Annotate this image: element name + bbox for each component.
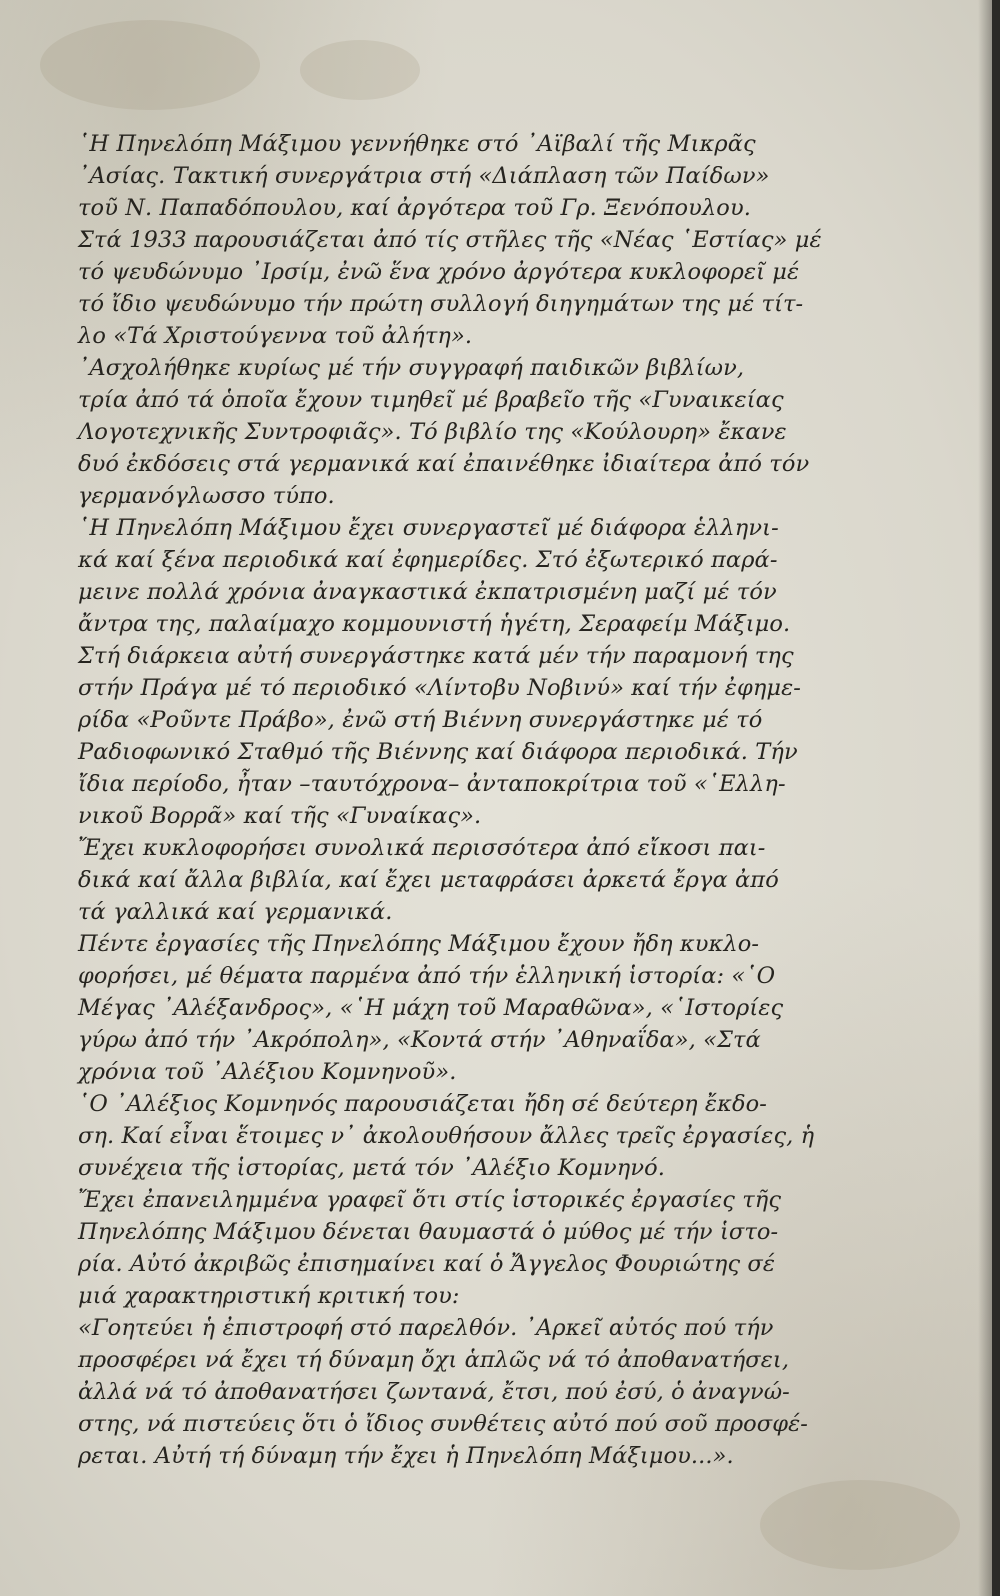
text-line: ἴδια περίοδο, ἦταν –ταυτόχρονα– ἀνταποκρίτρια τοῦ «῾Ελλη- xyxy=(78,771,786,797)
text-line: γύρω ἀπό τήν ᾽Ακρόπολη», «Κοντά στήν ᾽Αθηναΐδα», «Στά xyxy=(78,1027,761,1053)
text-line: ση. Καί εἶναι ἕτοιμες ν᾽ ἀκολουθήσουν ἄλλες τρεῖς ἐργασίες, ἡ xyxy=(78,1123,815,1149)
text-line: Ἔχει ἐπανειλημμένα γραφεῖ ὅτι στίς ἱστορικές ἐργασίες τῆς xyxy=(78,1187,782,1213)
text-line: Πέντε ἐργασίες τῆς Πηνελόπης Μάξιμου ἔχουν ἤδη κυκλο- xyxy=(78,931,760,957)
text-line: ᾽Ασχολήθηκε κυρίως μέ τήν συγγραφή παιδικῶν βιβλίων, xyxy=(78,355,745,381)
text-line: ῾Η Πηνελόπη Μάξιμου ἔχει συνεργαστεῖ μέ διάφορα ἑλληνι- xyxy=(78,515,779,541)
text-line: ρία. Αὐτό ἀκριβῶς ἐπισημαίνει καί ὁ Ἄγγελος Φουριώτης σέ xyxy=(78,1251,776,1277)
text-line: ἄντρα της, παλαίμαχο κομμουνιστή ἡγέτη, Σεραφείμ Μάξιμο. xyxy=(78,611,791,637)
text-line: τά γαλλικά καί γερμανικά. xyxy=(78,899,393,925)
text-line: ἀλλά νά τό ἀποθανατήσει ζωντανά, ἔτσι, πού ἐσύ, ὁ ἀναγνώ- xyxy=(78,1379,790,1405)
text-line: «Γοητεύει ἡ ἐπιστροφή στό παρελθόν. ᾽Αρκεῖ αὐτός πού τήν xyxy=(78,1315,774,1341)
text-line: τό ψευδώνυμο ᾽Ιρσίμ, ἐνῶ ἕνα χρόνο ἀργότερα κυκλοφορεῖ μέ xyxy=(78,259,800,285)
text-line: Ἔχει κυκλοφορήσει συνολικά περισσότερα ἀπό εἴκοσι παι- xyxy=(78,835,766,861)
text-line: Ραδιοφωνικό Σταθμό τῆς Βιέννης καί διάφορα περιοδικά. Τήν xyxy=(78,739,798,765)
text-line: ῾Η Πηνελόπη Μάξιμου γεννήθηκε στό ᾽Αϊβαλί τῆς Μικρᾶς xyxy=(78,131,756,157)
text-line: Λογοτεχνικῆς Συντροφιᾶς». Τό βιβλίο της «Κούλουρη» ἔκανε xyxy=(78,419,787,445)
text-line: ρεται. Αὐτή τή δύναμη τήν ἔχει ἡ Πηνελόπη Μάξιμου...». xyxy=(78,1443,734,1469)
text-line: στης, νά πιστεύεις ὅτι ὁ ἴδιος συνθέτεις αὐτό πού σοῦ προσφέ- xyxy=(78,1411,808,1437)
text-line: δικά καί ἄλλα βιβλία, καί ἔχει μεταφράσει ἀρκετά ἔργα ἀπό xyxy=(78,867,779,893)
paper-stain xyxy=(300,40,420,100)
biography-text xyxy=(78,128,856,1472)
text-line: δυό ἐκδόσεις στά γερμανικά καί ἐπαινέθηκε ἰδιαίτερα ἀπό τόν xyxy=(78,451,810,477)
text-line: ῾Ο ᾽Αλέξιος Κομνηνός παρουσιάζεται ἤδη σέ δεύτερη ἔκδο- xyxy=(78,1091,767,1117)
text-line: τρία ἀπό τά ὁποῖα ἔχουν τιμηθεῖ μέ βραβεῖο τῆς «Γυναικείας xyxy=(78,387,784,413)
text-line: μεινε πολλά χρόνια ἀναγκαστικά ἐκπατρισμένη μαζί μέ τόν xyxy=(78,579,777,605)
text-line: Στή διάρκεια αὐτή συνεργάστηκε κατά μέν τήν παραμονή της xyxy=(78,643,794,669)
text-line: λο «Τά Χριστούγεννα τοῦ ἀλήτη». xyxy=(78,323,473,349)
text-line: γερμανόγλωσσο τύπο. xyxy=(78,483,335,509)
text-line: τοῦ Ν. Παπαδόπουλου, καί ἀργότερα τοῦ Γρ. Ξενόπουλου. xyxy=(78,195,751,221)
text-line: χρόνια τοῦ ᾽Αλέξιου Κομνηνοῦ». xyxy=(78,1059,457,1085)
text-line: μιά χαρακτηριστική κριτική του: xyxy=(78,1283,460,1309)
text-line: Πηνελόπης Μάξιμου δένεται θαυμαστά ὁ μύθος μέ τήν ἱστο- xyxy=(78,1219,779,1245)
text-line: προσφέρει νά ἔχει τή δύναμη ὄχι ἁπλῶς νά τό ἀποθανατήσει, xyxy=(78,1347,790,1373)
text-line: τό ἴδιο ψευδώνυμο τήν πρώτη συλλογή διηγημάτων της μέ τίτ- xyxy=(78,291,804,317)
text-line: Μέγας ᾽Αλέξανδρος», «῾Η μάχη τοῦ Μαραθῶνα», «῾Ιστορίες xyxy=(78,995,784,1021)
text-line: στήν Πράγα μέ τό περιοδικό «Λίντοβυ Νοβινύ» καί τήν ἐφημε- xyxy=(78,675,801,701)
text-line: συνέχεια τῆς ἱστορίας, μετά τόν ᾽Αλέξιο Κομνηνό. xyxy=(78,1155,666,1181)
text-line: ρίδα «Ροῦντε Πράβο», ἐνῶ στή Βιέννη συνεργάστηκε μέ τό xyxy=(78,707,763,733)
paper-stain xyxy=(40,20,260,110)
paper-stain xyxy=(760,1480,960,1570)
text-line: ᾽Ασίας. Τακτική συνεργάτρια στή «Διάπλαση τῶν Παίδων» xyxy=(78,163,770,189)
text-line: κά καί ξένα περιοδικά καί ἐφημερίδες. Στό ἐξωτερικό παρά- xyxy=(78,547,778,573)
page-edge-shadow xyxy=(978,0,992,1596)
text-line: φορήσει, μέ θέματα παρμένα ἀπό τήν ἑλληνική ἱστορία: «῾Ο xyxy=(78,963,776,989)
text-line: Στά 1933 παρουσιάζεται ἀπό τίς στῆλες τῆς «Νέας ῾Εστίας» μέ xyxy=(78,227,822,253)
text-line: νικοῦ Βορρᾶ» καί τῆς «Γυναίκας». xyxy=(78,803,482,829)
